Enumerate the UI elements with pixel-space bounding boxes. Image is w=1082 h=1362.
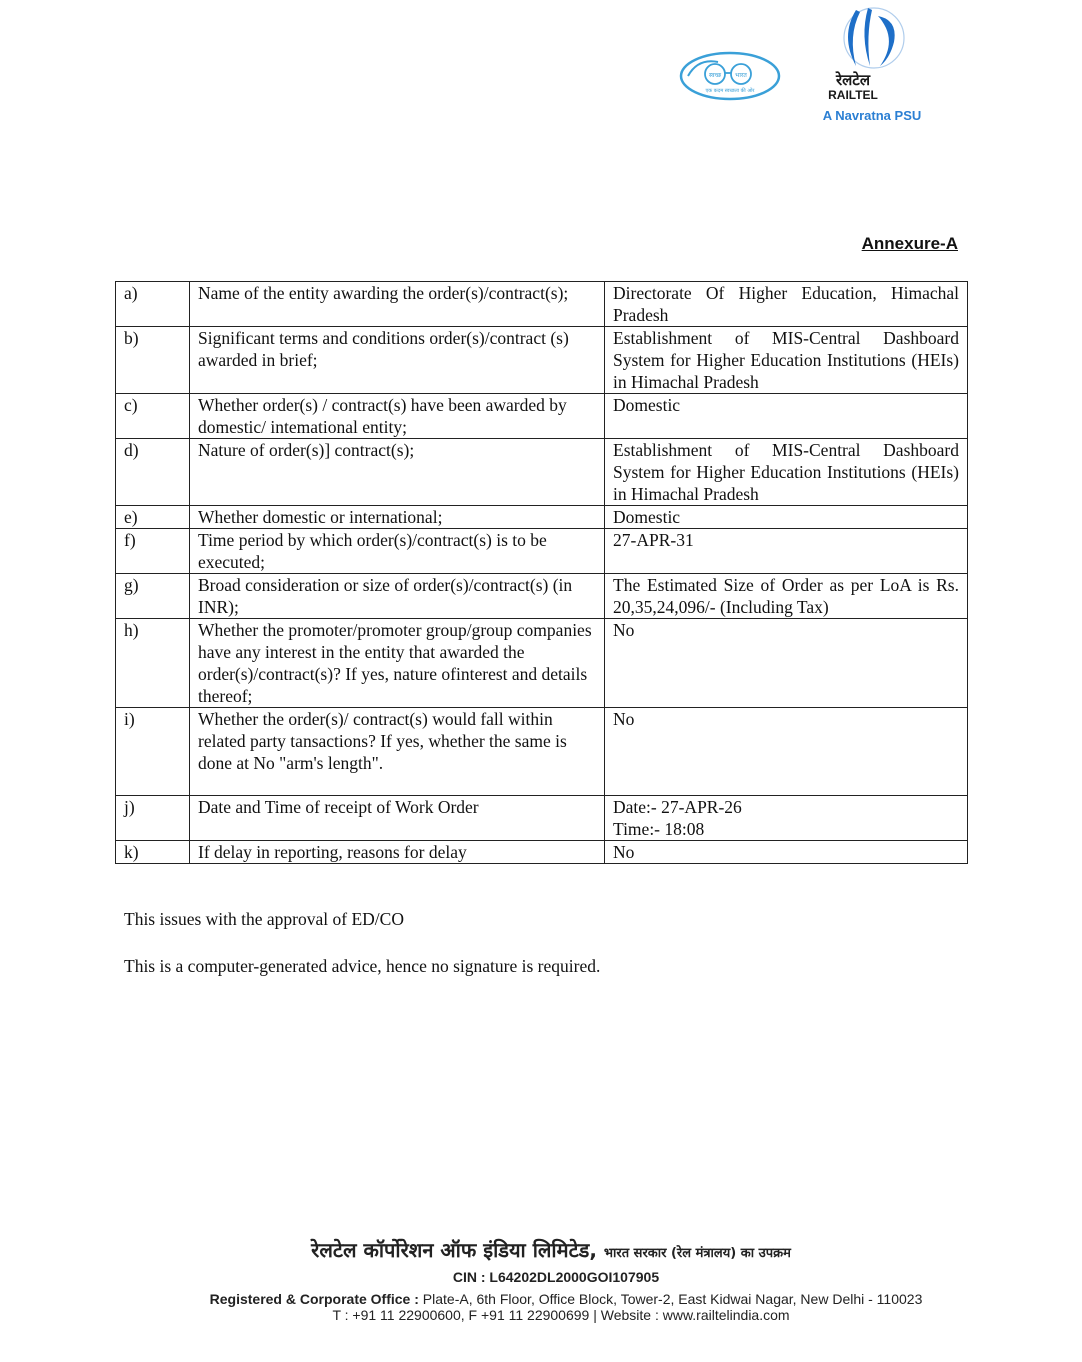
table-row [116, 841, 968, 864]
receipt-time: Time:- 18:08 [613, 819, 705, 839]
table-row [116, 327, 968, 394]
table-row [116, 708, 968, 796]
footer-company-hindi-name: रेलटेल कॉर्पोरेशन ऑफ इंडिया लिमिटेड, [311, 1238, 597, 1262]
table-row [116, 796, 968, 841]
row-question: Broad consideration or size of order(s)/contract(s) (in INR); [190, 574, 605, 619]
row-label: i) [116, 708, 190, 796]
row-answer: Directorate Of Higher Education, Himachal Pradesh [605, 282, 968, 327]
railtel-emblem-icon [834, 6, 910, 70]
footer-contact: T : +91 11 22900600, F +91 11 22900699 | Website : www.railtelindia.com [332, 1307, 790, 1323]
table-row [116, 282, 968, 327]
row-question: Time period by which order(s)/contract(s) is to be executed; [190, 529, 605, 574]
row-answer: Domestic [605, 394, 968, 439]
row-answer [605, 796, 968, 841]
table-row [116, 529, 968, 574]
row-label: d) [116, 439, 190, 506]
page-title: Annexure-A [861, 234, 958, 253]
row-question: If delay in reporting, reasons for delay [190, 841, 605, 864]
table-row [116, 619, 968, 708]
table-row [116, 506, 968, 529]
row-answer: No [605, 841, 968, 864]
row-question: Name of the entity awarding the order(s)/contract(s); [190, 282, 605, 327]
row-question: Date and Time of receipt of Work Order [190, 796, 605, 841]
row-answer: No [605, 619, 968, 708]
row-label: f) [116, 529, 190, 574]
row-question: Significant terms and conditions order(s)/contract (s) awarded in brief; [190, 327, 605, 394]
railtel-logo [802, 6, 942, 131]
row-question: Nature of order(s)] contract(s); [190, 439, 605, 506]
footer-office-address: Plate-A, 6th Floor, Office Block, Tower-2, East Kidwai Nagar, New Delhi - 110023 [422, 1291, 923, 1307]
signature-note: This is a computer-generated advice, hence no signature is required. [124, 956, 601, 976]
table-row [116, 574, 968, 619]
row-answer: Establishment of MIS-Central Dashboard System for Higher Education Institutions (HEIs) in Himachal Pradesh [605, 327, 968, 394]
row-question: Whether domestic or international; [190, 506, 605, 529]
receipt-date: Date:- 27-APR-26 [613, 797, 742, 817]
row-answer: No [605, 708, 968, 796]
row-answer: Establishment of MIS-Central Dashboard System for Higher Education Institutions (HEIs) in Himachal Pradesh [605, 439, 968, 506]
footer-company-hindi-sub: भारत सरकार (रेल मंत्रालय) का उपक्रम [603, 1246, 791, 1261]
row-answer: The Estimated Size of Order as per LoA is Rs. 20,35,24,096/- (Including Tax) [605, 574, 968, 619]
header-logos [676, 6, 946, 131]
svg-text:एक कदम स्वच्छता की ओर: एक कदम स्वच्छता की ओर [705, 88, 755, 94]
railtel-hindi-name: रेलटेल [835, 71, 871, 89]
row-label: g) [116, 574, 190, 619]
row-answer: Domestic [605, 506, 968, 529]
footer-address [0, 1291, 1082, 1307]
railtel-tagline: A Navratna PSU [822, 108, 922, 123]
row-label: h) [116, 619, 190, 708]
table-row [116, 394, 968, 439]
railtel-name: RAILTEL [828, 88, 878, 102]
footer-office-label: Registered & Corporate Office : [209, 1291, 419, 1307]
svg-text:भारत: भारत [735, 72, 747, 79]
row-question: Whether the promoter/promoter group/group companies have any interest in the entity that awarded the order(s)/contract(s)? If yes, nature ofinterest and details thereof; [190, 619, 605, 708]
row-question: Whether the order(s)/ contract(s) would fall within related party tansactions? If yes, whether the same is done at No "arm's length". [190, 708, 605, 796]
footer-company-hindi [0, 1236, 1082, 1263]
svg-text:स्वच्छ: स्वच्छ [708, 72, 722, 79]
row-question: Whether order(s) / contract(s) have been awarded by domestic/ intemational entity; [190, 394, 605, 439]
row-label: j) [116, 796, 190, 841]
row-label: k) [116, 841, 190, 864]
annexure-table [115, 281, 968, 864]
row-label: a) [116, 282, 190, 327]
row-label: b) [116, 327, 190, 394]
row-answer: 27-APR-31 [605, 529, 968, 574]
footer-cin: CIN : L64202DL2000GOI107905 [452, 1269, 660, 1285]
approval-note: This issues with the approval of ED/CO [124, 909, 404, 929]
footer [0, 1236, 1082, 1323]
row-label: e) [116, 506, 190, 529]
table-row [116, 439, 968, 506]
row-label: c) [116, 394, 190, 439]
